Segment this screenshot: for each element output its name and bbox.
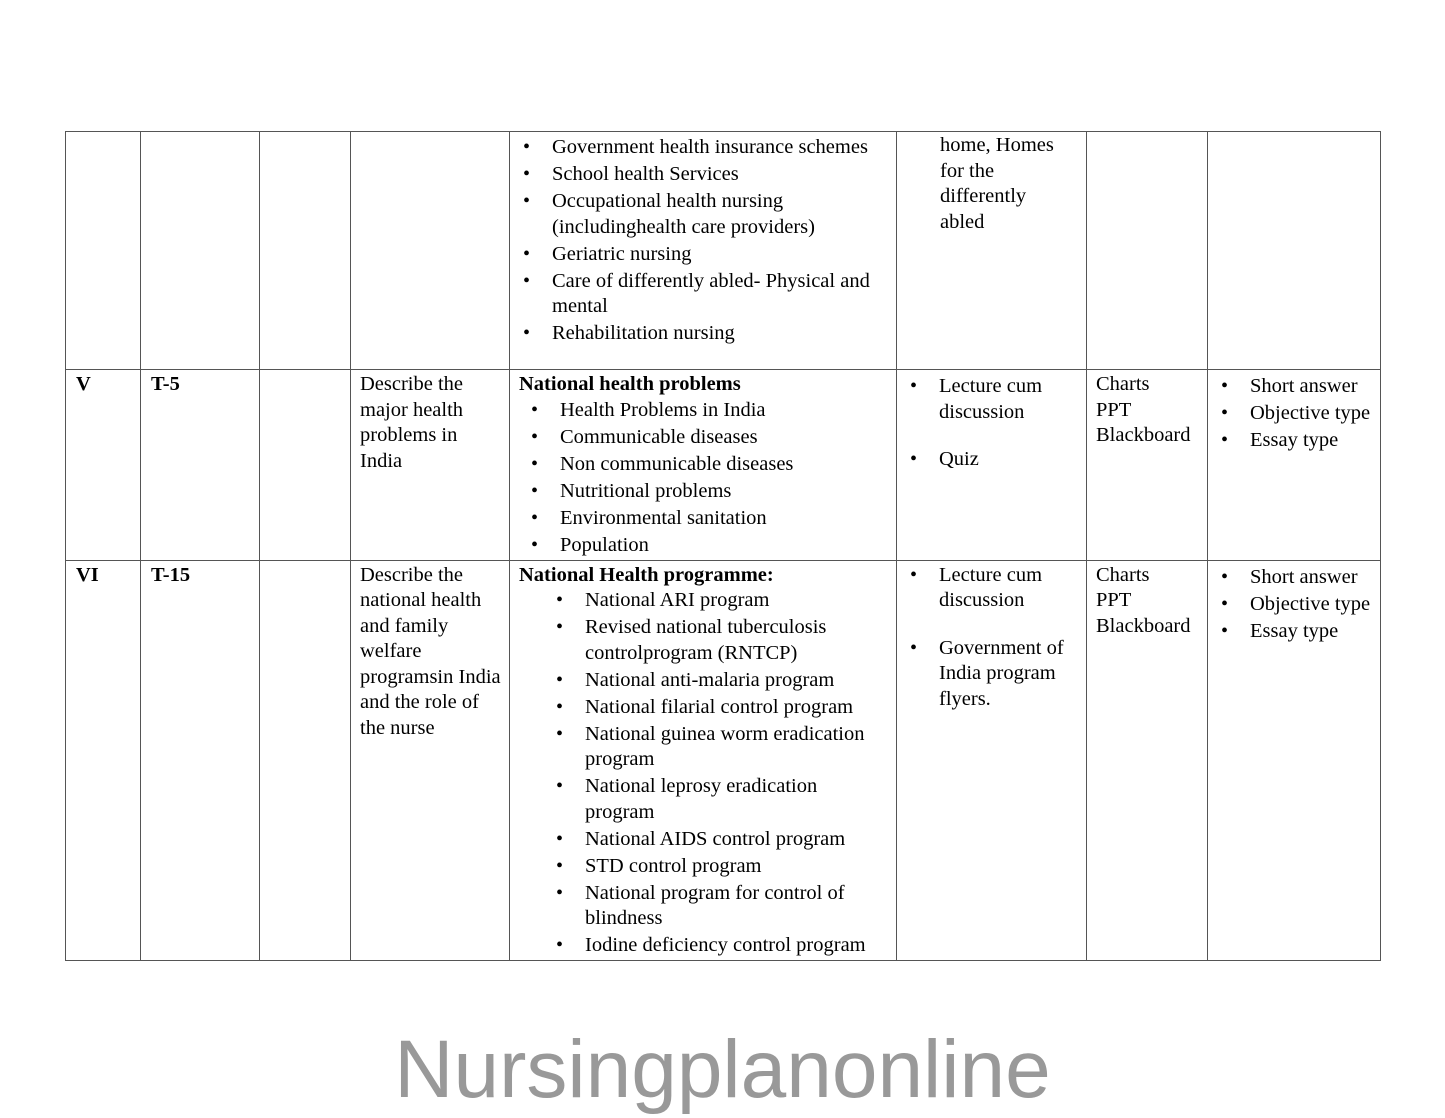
content-cell	[510, 370, 897, 561]
objective-text: Describe the national health and family welfare programsin India and the role of the nurse	[360, 563, 501, 739]
table-row	[66, 132, 1381, 370]
table-row	[66, 560, 1381, 961]
assessment-list	[1217, 374, 1372, 454]
list-item: • Iodine deficiency control program	[519, 933, 888, 959]
list-item: • Care of differently abled- Physical and mental	[519, 269, 888, 320]
list-item: • National filarial control program	[519, 695, 888, 721]
list-item: • National program for control of blindness	[519, 881, 888, 932]
content-list	[519, 398, 888, 559]
content-list	[519, 588, 888, 959]
list-item: • Objective type	[1217, 592, 1372, 618]
list-item: • National leprosy eradication program	[519, 774, 888, 825]
teaching-cell	[897, 370, 1087, 561]
list-item: • Rehabilitation nursing	[519, 321, 888, 347]
list-item: • Lecture cum discussion	[906, 374, 1078, 425]
teaching-cell	[897, 560, 1087, 961]
unit-number: VI	[76, 563, 99, 586]
assessment-list	[1217, 565, 1372, 645]
list-item: • Essay type	[1217, 428, 1372, 454]
list-item: • National ARI program	[519, 588, 888, 614]
list-item: • Non communicable diseases	[519, 452, 888, 478]
list-item: • Nutritional problems	[519, 479, 888, 505]
teaching-line: abled	[940, 210, 985, 233]
unit-cell	[66, 132, 141, 370]
time-cell	[141, 132, 260, 370]
aid-item: Charts	[1096, 563, 1150, 586]
blank-cell	[260, 370, 351, 561]
unit-time: T-5	[151, 373, 180, 395]
aid-item: Blackboard	[1096, 424, 1191, 446]
unit-cell	[66, 560, 141, 961]
content-heading: National health problems	[519, 373, 741, 395]
assessment-cell	[1208, 132, 1381, 370]
list-item: • Environmental sanitation	[519, 506, 888, 532]
unit-time: T-15	[151, 563, 191, 586]
teaching-list	[906, 374, 1078, 473]
list-item: • Occupational health nursing (includinghealth care providers)	[519, 189, 888, 240]
list-item: • National anti-malaria program	[519, 668, 888, 694]
aid-item: PPT	[1096, 398, 1132, 421]
list-item: • Population	[519, 533, 888, 559]
list-item: • National AIDS control program	[519, 827, 888, 853]
teaching-line: for the	[940, 159, 995, 182]
list-item: • STD control program	[519, 854, 888, 880]
time-cell	[141, 560, 260, 961]
content-cell	[510, 132, 897, 370]
list-item: • Communicable diseases	[519, 425, 888, 451]
aid-item: Charts	[1096, 373, 1150, 395]
objective-cell	[351, 560, 510, 961]
content-heading: National Health programme:	[519, 563, 774, 586]
aids-cell	[1087, 132, 1208, 370]
assessment-cell	[1208, 560, 1381, 961]
list-item: • Revised national tuberculosis controlprogram (RNTCP)	[519, 615, 888, 666]
blank-cell	[260, 132, 351, 370]
list-item: • Short answer	[1217, 374, 1372, 400]
time-cell	[141, 370, 260, 561]
list-item: • Short answer	[1217, 565, 1372, 591]
assessment-cell	[1208, 370, 1381, 561]
objective-cell	[351, 132, 510, 370]
watermark-text: Nursingplanonline	[394, 1024, 1051, 1115]
teaching-line: differently	[940, 185, 1027, 207]
objective-cell	[351, 370, 510, 561]
list-item: • Health Problems in India	[519, 398, 888, 424]
list-item: • Lecture cum discussion	[906, 563, 1078, 614]
list-item: • Objective type	[1217, 401, 1372, 427]
teaching-line: home, Homes	[940, 134, 1054, 156]
blank-cell	[260, 560, 351, 961]
list-item: • Geriatric nursing	[519, 242, 888, 268]
list-item: • Government health insurance schemes	[519, 135, 888, 161]
content-cell	[510, 560, 897, 961]
list-item: • Quiz	[906, 447, 1078, 473]
teaching-list	[906, 563, 1078, 713]
objective-text: Describe the major health problems in India	[360, 373, 464, 472]
list-item: • Essay type	[1217, 619, 1372, 645]
aids-cell	[1087, 560, 1208, 961]
content-list	[519, 135, 888, 347]
teaching-cell	[897, 132, 1087, 370]
aid-item: Blackboard	[1096, 614, 1191, 637]
curriculum-table	[65, 131, 1381, 961]
list-item: • Government of India program flyers.	[906, 636, 1078, 713]
aids-cell	[1087, 370, 1208, 561]
aid-item: PPT	[1096, 589, 1132, 611]
list-item: • National guinea worm eradication program	[519, 722, 888, 773]
table-row	[66, 370, 1381, 561]
list-item: • School health Services	[519, 162, 888, 188]
unit-number: V	[76, 373, 91, 395]
unit-cell	[66, 370, 141, 561]
